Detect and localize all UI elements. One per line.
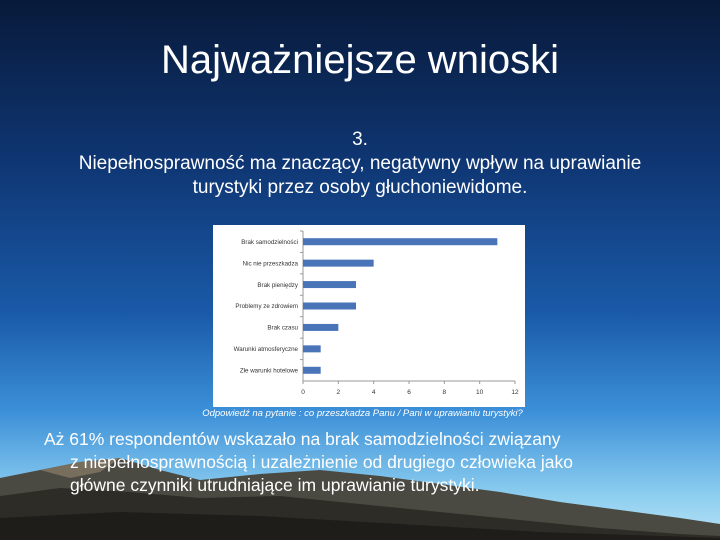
bar <box>303 303 356 310</box>
category-label: Brak samodzielności <box>241 238 298 246</box>
x-tick-label: 2 <box>336 389 341 396</box>
category-label: Warunki atmosferyczne <box>233 346 298 354</box>
subtitle-block <box>60 128 660 200</box>
subtitle-number: 3. <box>352 129 368 150</box>
bar <box>303 281 356 288</box>
conclusion-text <box>44 428 684 497</box>
bar <box>303 367 321 374</box>
conclusion-line: główne czynniki utrudniające im uprawianie turystyki. <box>70 475 480 495</box>
x-tick-label: 6 <box>407 389 411 396</box>
chart-caption: Odpowiedź na pytanie : co przeszkadza Panu / Pani w uprawianiu turystyki? <box>202 408 523 419</box>
bar-chart <box>213 225 525 407</box>
bar <box>303 324 338 331</box>
subtitle-text: Niepełnosprawność ma znaczący, negatywny wpływ na uprawianie turystyki przez osoby głuchoniewidome. <box>78 153 642 198</box>
bar-chart-panel <box>213 225 525 407</box>
x-tick-label: 0 <box>301 389 305 396</box>
bar <box>303 260 374 267</box>
x-tick-label: 4 <box>371 389 376 396</box>
conclusion-line: Aż 61% respondentów wskazało na brak samodzielności związany <box>44 429 561 449</box>
x-tick-label: 10 <box>476 389 484 396</box>
slide-title: Najważniejsze wnioski <box>161 38 559 82</box>
category-label: Brak pieniędzy <box>257 281 298 289</box>
bar <box>303 345 321 352</box>
bar <box>303 238 497 245</box>
category-label: Nic nie przeszkadza <box>242 260 298 268</box>
x-tick-label: 12 <box>511 389 519 396</box>
conclusion-line: z niepełnosprawnością i uzależnienie od drugiego człowieka jako <box>70 452 573 472</box>
category-label: Złe warunki hotelowe <box>239 367 298 375</box>
x-tick-label: 8 <box>442 389 447 396</box>
category-label: Brak czasu <box>267 324 298 332</box>
category-label: Problemy ze zdrowiem <box>235 303 298 311</box>
